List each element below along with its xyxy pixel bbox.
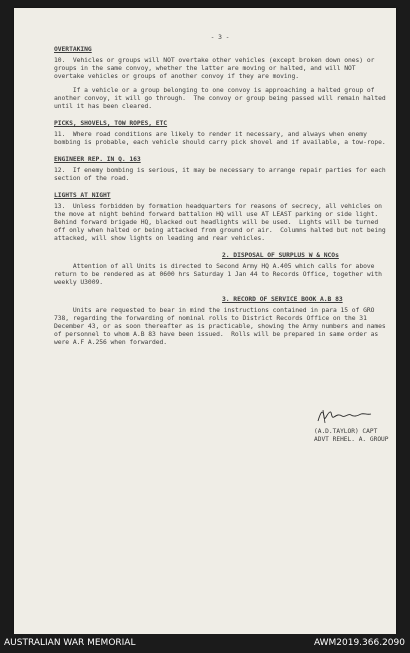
paragraph-record: Units are requested to bear in mind the instructions contained in para 15 of GRO 738, regarding the forwarding of nominal rolls to District Records Office on the 31 December 43, or as soon thereafter as is practicable, showing the Army numbers and names of personnel to whom A.B 83 have been issued. Rolls will be prepared in same order as were A.F A.256 when forwarded. (54, 307, 390, 346)
footer-catalogue-id: AWM2019.366.2090 (313, 638, 405, 648)
document-page (14, 8, 396, 634)
signature-block (314, 428, 389, 443)
paragraph-11: 11. Where road conditions are likely to render it necessary, and always when enemy bombing is probable, each vehicle should carry pick shovel and if available, a tow-rope. (54, 131, 386, 146)
paragraph-13: 13. Unless forbidden by formation headquarters for reasons of secrecy, all vehicles on the move at night behind forward battalion HQ will use AT LEAST parking or side light. Behind forward brigade HQ, blacked out headlights will be used. Lights will be turned off only when halted or being attacked from ground or air. Columns halted but not being attacked, will show lights on leading and rear vehicles. (54, 203, 390, 242)
heading-picks-shovels: PICKS, SHOVELS, TOW ROPES, ETC (54, 120, 168, 127)
handwritten-signature (315, 407, 375, 425)
heading-disposal-surplus: 2. DISPOSAL OF SURPLUS W & NCOs (222, 252, 339, 259)
signature-title: ADVT REHEL. A. GROUP (314, 435, 389, 443)
paragraph-disposal: Attention of all Units is directed to Second Army HQ A.405 which calls for above return to be rendered as at 0600 hrs Saturday 1 Jan 44 to Records Office, together with weekly U3009. (54, 263, 386, 286)
paragraph-10: 10. Vehicles or groups will NOT overtake other vehicles (except broken down ones) or groups in the same convoy, whether the latter are moving or halted, and will NOT overtake vehicles or groups of another convoy if they are moving. (54, 57, 379, 80)
paragraph-12: 12. If enemy bombing is serious, it may be necessary to arrange repair parties for each section of the road. (54, 167, 390, 182)
archive-footer (0, 634, 410, 653)
heading-record-of-service: 3. RECORD OF SERVICE BOOK A.B 83 (222, 296, 343, 303)
footer-institution: AUSTRALIAN WAR MEMORIAL (4, 638, 136, 648)
page-number: - 3 - (210, 34, 230, 41)
heading-overtaking: OVERTAKING (54, 46, 92, 53)
heading-engineer-rep: ENGINEER REP. IN Q. 163 (54, 156, 141, 163)
paragraph-10b: If a vehicle or a group belonging to one convoy is approaching a halted group of another convoy, it will go through. The convoy or group being passed will remain halted until it has been cleared. (54, 87, 390, 110)
heading-lights-at-night: LIGHTS AT NIGHT (54, 192, 111, 199)
document-body (54, 34, 390, 356)
signature-name: (A.D.TAYLOR) CAPT (314, 428, 378, 435)
